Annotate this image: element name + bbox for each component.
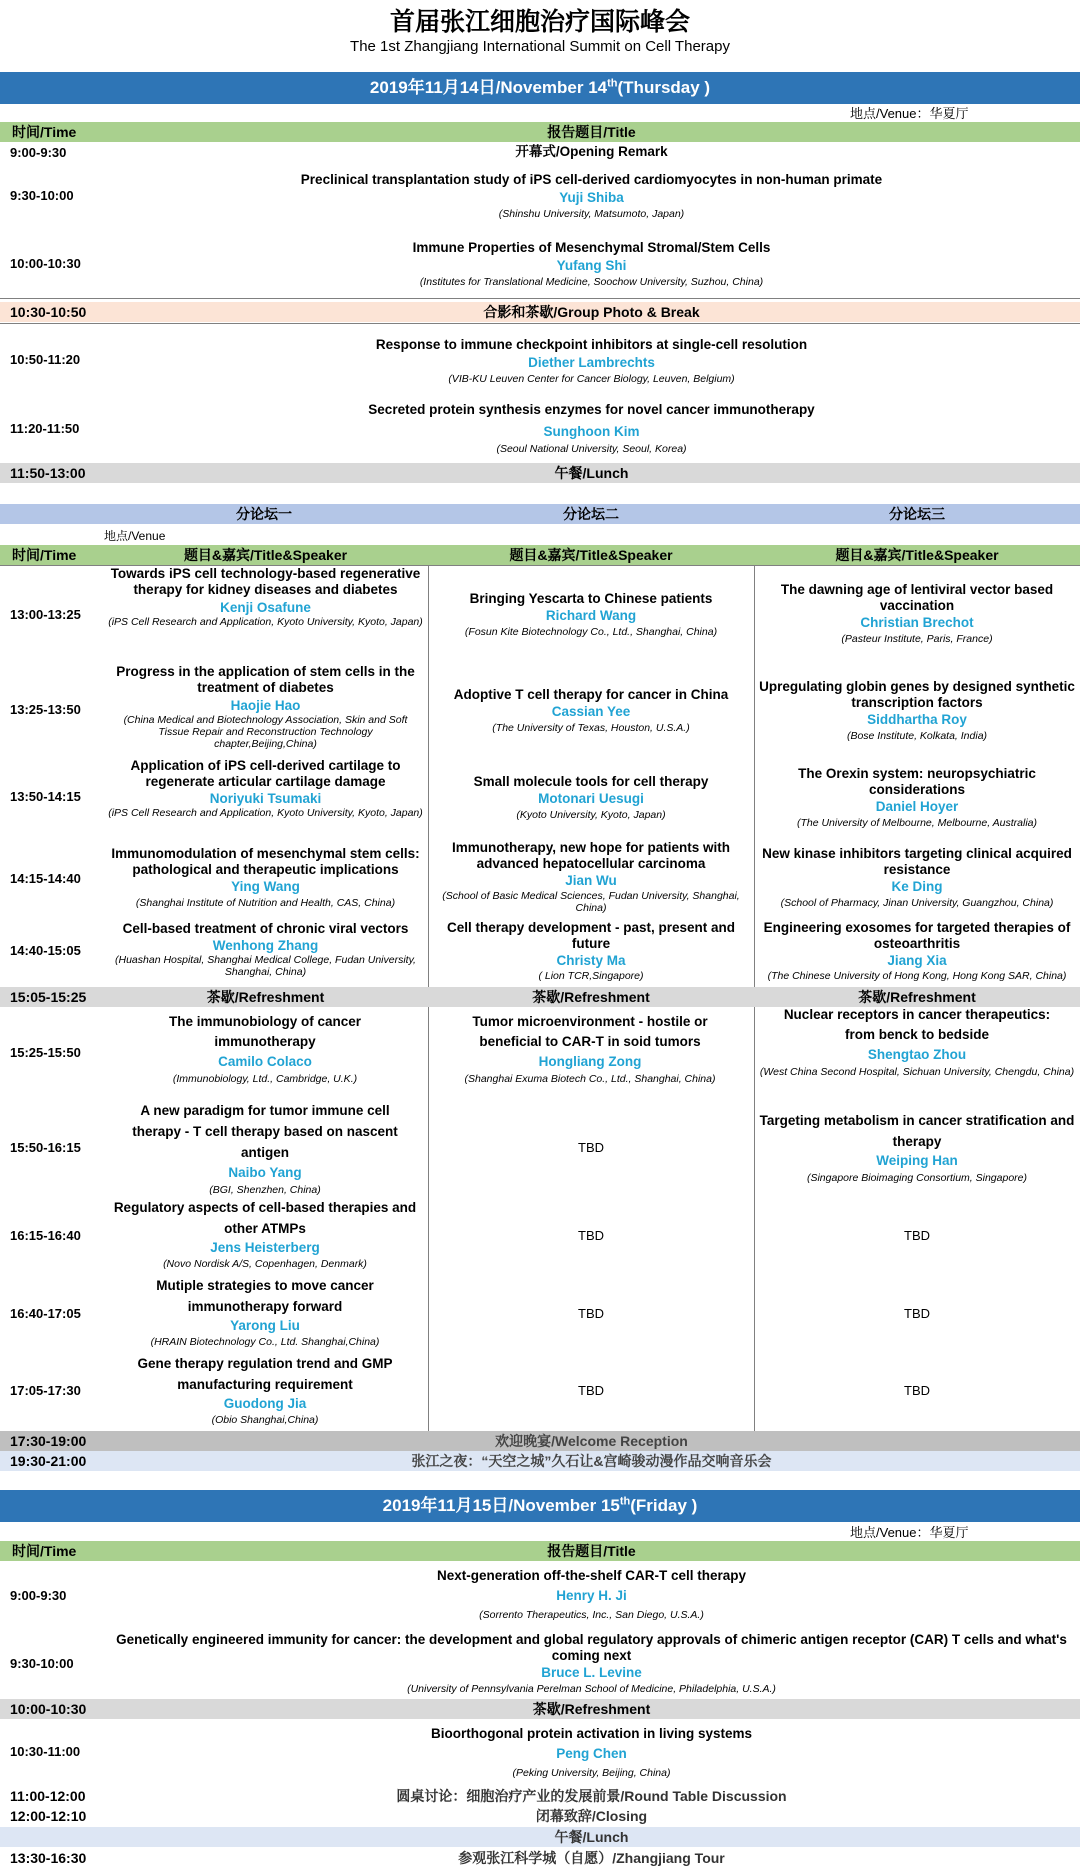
speaker-affiliation: (iPS Cell Research and Application, Kyoto University, Kyoto, Japan) xyxy=(108,616,423,628)
speaker-affiliation: (Pasteur Institute, Paris, France) xyxy=(841,633,993,645)
speaker-affiliation: (Peking University, Beijing, China) xyxy=(512,1767,671,1779)
speaker-affiliation: (Shanghai Exuma Biotech Co., Ltd., Shanghai, China) xyxy=(464,1073,716,1085)
speaker-name: Christy Ma xyxy=(556,953,626,968)
speaker-name: Wenhong Zhang xyxy=(212,938,319,953)
day2-venue: 地点/Venue：华夏厅 xyxy=(850,1525,969,1540)
session-title: Cell therapy development - past, present and future xyxy=(446,920,736,951)
concert-row xyxy=(0,1451,1080,1471)
day1-table-header xyxy=(0,122,1080,142)
session-title: Mutiple strategies to move cancer immunotherapy forward xyxy=(156,1278,374,1314)
speaker-name: Jian Wu xyxy=(565,873,617,888)
session-title: Preclinical transplantation study of iPS cell-derived cardiomyocytes in non-human primate xyxy=(300,172,883,187)
speaker-name: Jiang Xia xyxy=(887,953,947,968)
speaker-name: Siddhartha Roy xyxy=(867,712,967,727)
tbd-cell: TBD xyxy=(578,1306,604,1321)
speaker-affiliation: (West China Second Hospital, Sichuan University, Chengdu, China) xyxy=(759,1066,1075,1078)
closing-row xyxy=(0,1806,1080,1826)
session-title: Small molecule tools for cell therapy xyxy=(473,774,709,789)
session-time: 9:00-9:30 xyxy=(10,145,67,160)
speaker-affiliation: (The University of Melbourne, Melbourne, Australia) xyxy=(796,817,1038,829)
speaker-affiliation: (School of Pharmacy, Jinan University, Guangzhou, China) xyxy=(780,897,1054,909)
session-time: 13:30-16:30 xyxy=(10,1850,87,1866)
forum-1-session xyxy=(115,1100,415,1196)
session-title: Targeting metabolism in cancer stratification and therapy xyxy=(759,1113,1075,1149)
session-time: 14:40-15:05 xyxy=(10,943,81,958)
speaker-affiliation: (Kyoto University, Kyoto, Japan) xyxy=(516,809,666,821)
session-title: Progress in the application of stem cells in the treatment of diabetes xyxy=(116,664,415,695)
day1-venue: 地点/Venue：华夏厅 xyxy=(850,106,969,121)
break-row xyxy=(0,302,1080,322)
time-header: 时间/Time xyxy=(12,1543,77,1559)
speaker-name: Bruce L. Levine xyxy=(541,1665,642,1680)
day1-weekday: (Thursday ) xyxy=(617,78,711,97)
speaker-name: Haojie Hao xyxy=(230,698,301,713)
column-divider xyxy=(428,565,429,987)
session-title: Adoptive T cell therapy for cancer in China xyxy=(453,687,729,702)
break-label: 张江之夜：“天空之城”久石让&宫崎骏动漫作品交响音乐会 xyxy=(411,1453,772,1469)
session-time: 13:25-13:50 xyxy=(10,702,81,717)
session-title: Immunomodulation of mesenchymal stem cells: pathological and therapeutic implications xyxy=(111,846,420,877)
speaker-affiliation: (The Chinese University of Hong Kong, Hong Kong SAR, China) xyxy=(767,970,1067,982)
break-label: 茶歇/Refreshment xyxy=(206,989,325,1005)
tbd-cell: TBD xyxy=(904,1228,930,1243)
session xyxy=(103,240,1080,288)
speaker-name: Camilo Colaco xyxy=(218,1054,312,1069)
session-title: 开幕式/Opening Remark xyxy=(515,144,668,159)
title-speaker-header: 题目&嘉宾/Title&Speaker xyxy=(835,547,999,563)
speaker-name: Yufang Shi xyxy=(556,258,627,273)
speaker-affiliation: (Shinshu University, Matsumoto, Japan) xyxy=(498,208,685,220)
session-title: A new paradigm for tumor immune cell therapy - T cell therapy based on nascent antigen xyxy=(132,1103,398,1160)
speaker-name: Weiping Han xyxy=(876,1153,958,1168)
session-title: Towards iPS cell technology-based regenerative therapy for kidney diseases and diabetes xyxy=(110,566,421,597)
speaker-affiliation: (Fosun Kite Biotechnology Co., Ltd., Shanghai, China) xyxy=(464,626,718,638)
tbd-cell: TBD xyxy=(578,1383,604,1398)
forum-3-session xyxy=(757,1110,1077,1184)
session-title: The Orexin system: neuropsychiatric considerations xyxy=(798,766,1036,797)
break-label: 茶歇/Refreshment xyxy=(858,989,976,1005)
session-title: New kinase inhibitors targeting clinical acquired resistance xyxy=(762,846,1072,877)
session-time: 13:50-14:15 xyxy=(10,789,81,804)
session-time: 13:00-13:25 xyxy=(10,607,81,622)
break-label: 茶歇/Refreshment xyxy=(532,1701,651,1717)
speaker-name: Daniel Hoyer xyxy=(875,799,959,814)
speaker-affiliation: (Bose Institute, Kolkata, India) xyxy=(846,730,988,742)
session-time: 12:00-12:10 xyxy=(10,1808,87,1824)
forum-2-session xyxy=(445,1012,735,1085)
session-time: 16:40-17:05 xyxy=(10,1306,81,1321)
session xyxy=(103,402,1080,455)
forum-2-session xyxy=(431,840,751,914)
session-title: Bringing Yescarta to Chinese patients xyxy=(469,591,713,606)
speaker-name: Kenji Osafune xyxy=(220,600,311,615)
day1-date-band xyxy=(0,72,1080,104)
speaker-affiliation: (Seoul National University, Seoul, Korea) xyxy=(496,443,687,455)
column-divider xyxy=(754,565,755,987)
speaker-name: Jens Heisterberg xyxy=(210,1240,320,1255)
session-time: 9:00-9:30 xyxy=(10,1588,67,1603)
day2-weekday: (Friday ) xyxy=(630,1496,698,1515)
session-time: 10:50-11:20 xyxy=(10,352,81,367)
speaker-affiliation: (Singapore Bioimaging Consortium, Singapore) xyxy=(806,1172,1028,1184)
session-time: 9:30-10:00 xyxy=(10,188,74,203)
speaker-name: Noriyuki Tsumaki xyxy=(209,791,322,806)
break-label: 茶歇/Refreshment xyxy=(532,989,650,1005)
speaker-name: Motonari Uesugi xyxy=(538,791,644,806)
speaker-name: Henry H. Ji xyxy=(556,1588,627,1603)
session-time: 10:00-10:30 xyxy=(10,256,81,271)
speaker-name: Yarong Liu xyxy=(230,1318,300,1333)
divider xyxy=(0,323,1080,324)
refreshment-row xyxy=(0,987,1080,1007)
break-label: 合影和茶歇/Group Photo & Break xyxy=(483,304,700,320)
session-time: 10:30-10:50 xyxy=(10,304,87,320)
tbd-cell: TBD xyxy=(578,1228,604,1243)
session xyxy=(110,1632,1073,1695)
session-time: 17:05-17:30 xyxy=(10,1383,81,1398)
speaker-name: Shengtao Zhou xyxy=(867,1047,967,1062)
session-time: 16:15-16:40 xyxy=(10,1228,81,1243)
speaker-affiliation: (Novo Nordisk A/S, Copenhagen, Denmark) xyxy=(163,1258,367,1270)
forum-3-session xyxy=(757,846,1077,909)
forum-1-session xyxy=(110,1197,420,1270)
forum-2-session xyxy=(431,920,751,982)
forum-3-session xyxy=(757,582,1077,645)
speaker-affiliation: (Immunobiology, Ltd., Cambridge, U.K.) xyxy=(172,1073,358,1085)
session xyxy=(103,144,1080,160)
speaker-affiliation: (University of Pennsylvania Perelman School of Medicine, Philadelphia, U.S.A.) xyxy=(407,1683,776,1695)
speaker-affiliation: (Sorrento Therapeutics, Inc., San Diego, U.S.A.) xyxy=(479,1609,704,1621)
session-time: 9:30-10:00 xyxy=(10,1656,74,1671)
divider xyxy=(0,298,1080,299)
forum-table-header xyxy=(0,545,1080,565)
break-label: 参观张江科学城（自愿）/Zhangjiang Tour xyxy=(458,1850,725,1866)
session xyxy=(103,1724,1080,1779)
forum-1-session xyxy=(115,1353,415,1426)
session-title: Immunotherapy, new hope for patients with advanced hepatocellular carcinoma xyxy=(451,840,730,871)
speaker-affiliation: (BGI, Shenzhen, China) xyxy=(209,1184,321,1196)
session-title: Regulatory aspects of cell-based therapies and other ATMPs xyxy=(113,1200,417,1236)
tour-row xyxy=(0,1848,1080,1868)
title-header: 报告题目/Title xyxy=(547,1543,636,1559)
page-subtitle: The 1st Zhangjiang International Summit on Cell Therapy xyxy=(350,38,730,55)
tbd-cell: TBD xyxy=(578,1140,604,1155)
forum-3-session xyxy=(757,920,1077,982)
session-title: Cell-based treatment of chronic viral vectors xyxy=(122,921,409,936)
session-title: Engineering exosomes for targeted therapies of osteoarthritis xyxy=(763,920,1071,951)
break-label: 午餐/Lunch xyxy=(554,465,629,481)
session-time: 19:30-21:00 xyxy=(10,1453,87,1469)
session-time: 17:30-19:00 xyxy=(10,1433,87,1449)
break-label: 欢迎晚宴/Welcome Reception xyxy=(495,1433,688,1449)
forum-1-header: 分论坛一 xyxy=(0,504,428,524)
session-time: 10:30-11:00 xyxy=(10,1744,81,1759)
speaker-name: Ying Wang xyxy=(231,879,300,894)
speaker-name: Hongliang Zong xyxy=(538,1054,642,1069)
day2-date-band xyxy=(0,1490,1080,1522)
forum-1-session xyxy=(106,921,425,978)
session-title: Response to immune checkpoint inhibitors at single-cell resolution xyxy=(375,337,808,352)
session-title: Upregulating globin genes by designed synthetic transcription factors xyxy=(759,679,1075,710)
session xyxy=(103,337,1080,385)
forum-1-session xyxy=(106,664,425,750)
forum-1-session xyxy=(130,1275,400,1348)
speaker-name: Richard Wang xyxy=(545,608,637,623)
session-title: The immunobiology of cancer immunotherapy xyxy=(168,1014,362,1049)
session-title: Nuclear receptors in cancer therapeutics: from benck to bedside xyxy=(783,1007,1051,1042)
session-title: Immune Properties of Mesenchymal Stromal/Stem Cells xyxy=(412,240,771,255)
column-divider xyxy=(754,1007,755,1431)
day1-date: 2019年11月14日/November 14 xyxy=(369,78,608,97)
session-time: 14:15-14:40 xyxy=(10,871,81,886)
forum-3-header: 分论坛三 xyxy=(754,504,1080,524)
forum-3-session xyxy=(757,1005,1077,1078)
speaker-affiliation: (VIB-KU Leuven Center for Cancer Biology, Leuven, Belgium) xyxy=(448,373,735,385)
session-title: Application of iPS cell-derived cartilage to regenerate articular cartilage damage xyxy=(130,758,401,789)
session-title: The dawning age of lentiviral vector based vaccination xyxy=(780,582,1054,613)
session-title: Genetically engineered immunity for cancer: the development and global regulatory approvals of chimeric antigen receptor (CAR) T cells and what's coming next xyxy=(116,1632,1067,1663)
forum-2-session xyxy=(431,687,751,734)
forum-1-session xyxy=(106,846,425,909)
forum-1-session xyxy=(135,1012,395,1085)
page-title: 首届张江细胞治疗国际峰会 xyxy=(389,8,690,36)
speaker-affiliation: (Obio Shanghai,China) xyxy=(211,1414,319,1426)
forum-3-session xyxy=(757,766,1077,829)
forum-2-session xyxy=(431,591,751,638)
session-title: Secreted protein synthesis enzymes for novel cancer immunotherapy xyxy=(368,402,815,417)
day2-date-suffix: th xyxy=(619,1495,631,1508)
session xyxy=(103,1566,1080,1621)
forum-1-session xyxy=(106,566,425,628)
forum-3-session xyxy=(757,679,1077,742)
title-speaker-header: 题目&嘉宾/Title&Speaker xyxy=(509,547,673,563)
speaker-affiliation: (The University of Texas, Houston, U.S.A.) xyxy=(492,722,690,734)
speaker-affiliation: (iPS Cell Research and Application, Kyoto University, Kyoto, Japan) xyxy=(108,807,423,819)
break-label: 圆桌讨论：细胞治疗产业的发展前景/Round Table Discussion xyxy=(396,1788,787,1804)
time-header: 时间/Time xyxy=(12,547,77,563)
column-divider xyxy=(428,1007,429,1431)
speaker-name: Ke Ding xyxy=(891,879,943,894)
session-time: 11:20-11:50 xyxy=(10,421,80,436)
lunch-row xyxy=(0,463,1080,483)
speaker-name: Cassian Yee xyxy=(551,704,631,719)
speaker-affiliation: (Shanghai Institute of Nutrition and Health, CAS, China) xyxy=(135,897,396,909)
welcome-reception-row xyxy=(0,1431,1080,1451)
day2-date: 2019年11月15日/November 15 xyxy=(382,1496,620,1515)
speaker-name: Diether Lambrechts xyxy=(528,355,655,370)
session-title: Tumor microenvironment - hostile or beneficial to CAR-T in soid tumors xyxy=(472,1014,708,1049)
forum-venue: 地点/Venue xyxy=(104,529,166,543)
day2-table-header xyxy=(0,1541,1080,1561)
session-time: 11:50-13:00 xyxy=(10,465,86,481)
break-label: 闭幕致辞/Closing xyxy=(535,1808,648,1824)
speaker-affiliation: (HRAIN Biotechnology Co., Ltd. Shanghai,China) xyxy=(150,1336,380,1348)
speaker-name: Yuji Shiba xyxy=(559,190,624,205)
forum-2-session xyxy=(431,774,751,821)
day1-date-suffix: th xyxy=(607,77,618,90)
speaker-affiliation: (Institutes for Translational Medicine, Soochow University, Suzhou, China) xyxy=(419,276,764,288)
speaker-name: Naibo Yang xyxy=(228,1165,302,1180)
tbd-cell: TBD xyxy=(904,1306,930,1321)
speaker-affiliation: (Huashan Hospital, Shanghai Medical College, Fudan University, Shanghai, China) xyxy=(115,954,416,978)
lunch-row xyxy=(0,1827,1080,1847)
speaker-name: Guodong Jia xyxy=(223,1396,307,1411)
refreshment-row xyxy=(0,1699,1080,1719)
session-time: 11:00-12:00 xyxy=(10,1788,86,1804)
forum-2-header: 分论坛二 xyxy=(428,504,754,524)
speaker-name: Sunghoon Kim xyxy=(543,424,640,439)
session-time: 15:25-15:50 xyxy=(10,1045,81,1060)
speaker-affiliation: ( Lion TCR,Singapore) xyxy=(538,970,644,982)
session-time: 15:05-15:25 xyxy=(10,989,87,1005)
forum-1-session xyxy=(106,758,425,819)
tbd-cell: TBD xyxy=(904,1383,930,1398)
session-time: 10:00-10:30 xyxy=(10,1701,87,1717)
round-table-row xyxy=(0,1786,1080,1806)
speaker-affiliation: (China Medical and Biotechnology Association, Skin and Soft Tissue Repair and Reconstruction Technology chapter,Beijing,China) xyxy=(123,714,408,750)
speaker-name: Peng Chen xyxy=(556,1746,627,1761)
speaker-name: Christian Brechot xyxy=(860,615,974,630)
session-title: Bioorthogonal protein activation in living systems xyxy=(430,1726,753,1741)
session xyxy=(103,172,1080,220)
title-speaker-header: 题目&嘉宾/Title&Speaker xyxy=(183,547,348,563)
session-title: Gene therapy regulation trend and GMP manufacturing requirement xyxy=(137,1356,393,1392)
session-time: 15:50-16:15 xyxy=(10,1140,81,1155)
break-label: 午餐/Lunch xyxy=(554,1829,629,1845)
time-header: 时间/Time xyxy=(12,124,77,140)
speaker-affiliation: (School of Basic Medical Sciences, Fudan University, Shanghai, China) xyxy=(442,890,740,914)
title-header: 报告题目/Title xyxy=(547,124,636,140)
session-title: Next-generation off-the-shelf CAR-T cell therapy xyxy=(436,1568,747,1583)
